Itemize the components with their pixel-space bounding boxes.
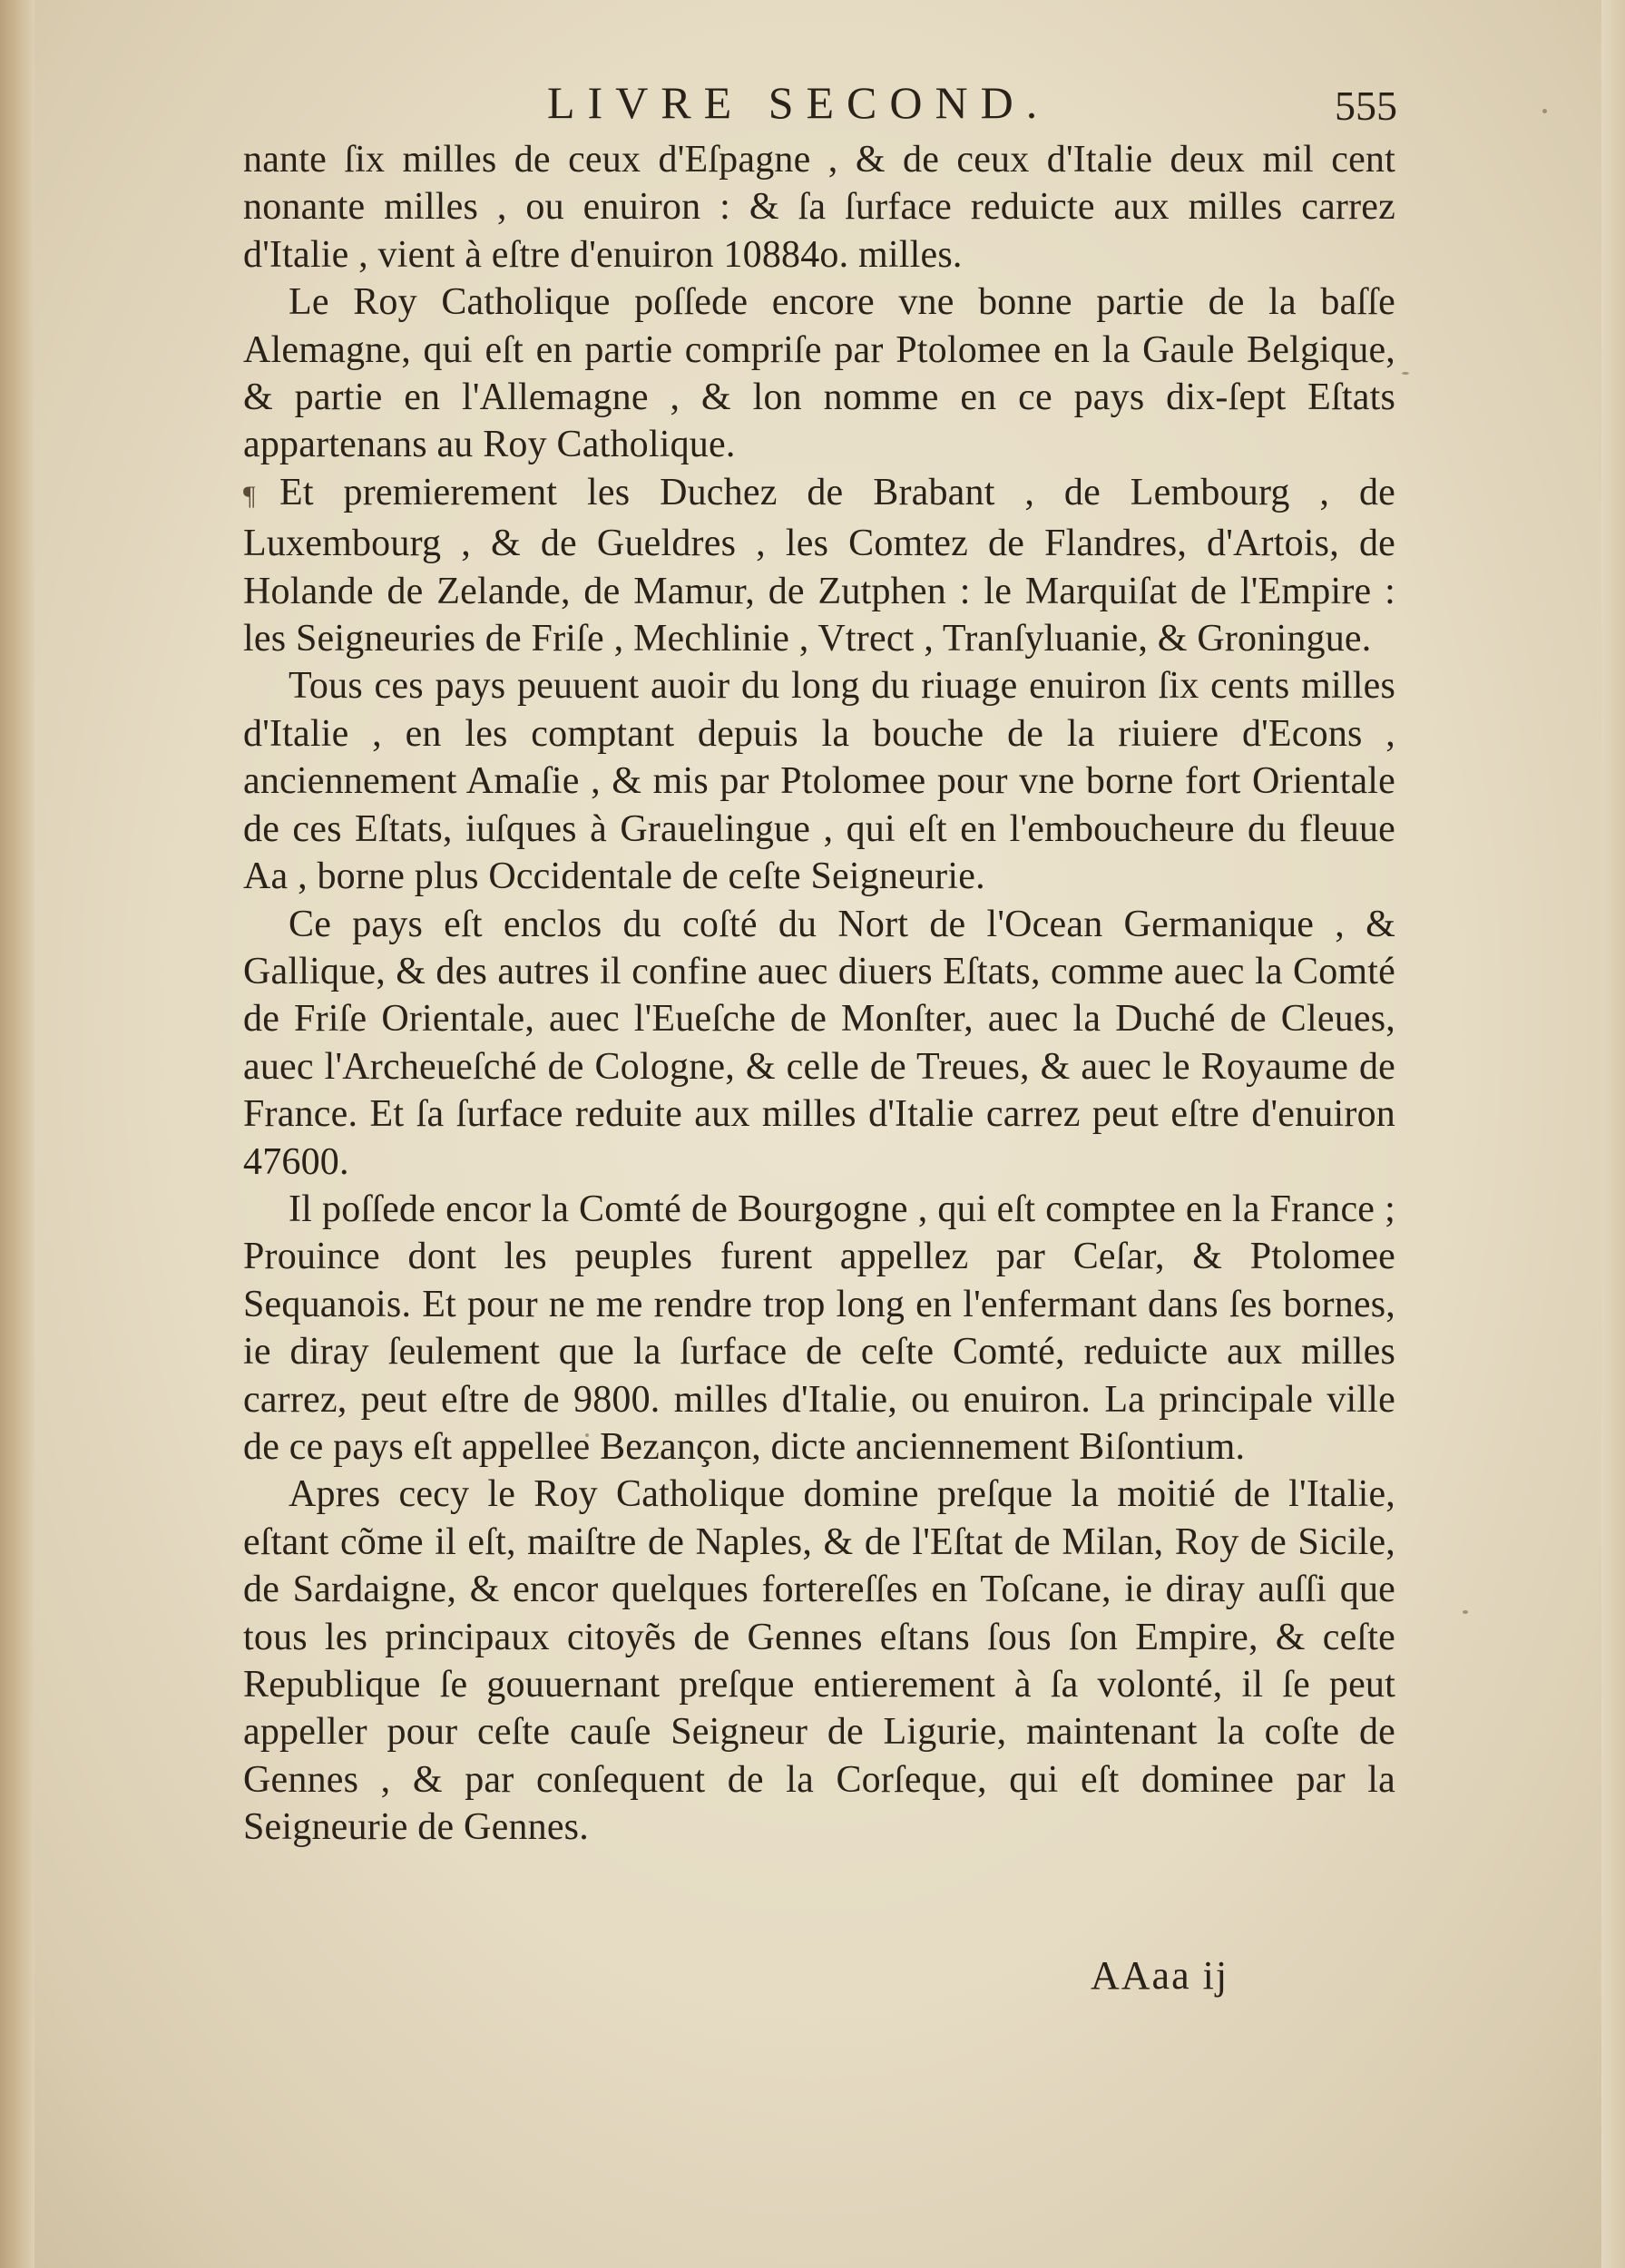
pilcrow-marker: ¶ — [243, 480, 256, 511]
ink-speck — [1402, 372, 1409, 375]
running-title: LIVRE SECOND. — [547, 77, 1051, 128]
paragraph-7: Apres cecy le Roy Catholique domine preſque la moitié de l'Italie, eſtant cõme il eſt, maiſtre de Naples, & de l'Eſtat de Milan, Roy de Sicile, de Sardaigne, & encor quelques forterеſſes en Toſcane, ie diray auſſi que tous les principaux citoyẽs de Gennes eſtans ſous ſon Empire, & ceſte Republique ſe gouuernant preſque entierement à ſa volonté, il ſe peut appeller pour ceſte cauſe Seigneur de Ligurie, maintenant la coſte de Gennes , & par conſequent de la Corſeque, qui eſt dominee par la Seigneurie de Gennes. — [243, 1473, 1395, 1849]
folio-number: 555 — [1335, 83, 1397, 129]
page-gutter-shadow — [0, 0, 34, 2268]
paragraph-5: Ce pays eſt enclos du coſté du Nort de l'Ocean Germanique , & Gallique, & des autres il confine auec diuers Eſtats, comme auec la Comté de Friſe Orientale, auec l'Eueſche de Monſter, auec la Duché de Cleues, auec l'Archeueſché de Cologne, & celle de Treues, & auec le Royaume de France. Et ſa ſurface reduite aux milles d'Italie carrez peut eſtre d'enuiron 47600. — [243, 903, 1395, 1183]
paragraph-6: Il poſſede encor la Comté de Bourgogne , qui eſt comptee en la France ; Prouince dont les peuples furent appellez par Ceſar, & Ptolomee Sequanois. Et pour ne me rendre trop long en l'enfermant dans ſes bornes, ie diray ſeulement que la ſurface de ceſte Comté, reduicte aux milles carrez, peut eſtre de 9800. milles d'Italie, ou enuiron. La principale ville de ce pays eſt appellee Bezançon, dicte anciennement Biſontium. — [243, 1188, 1395, 1468]
paragraph-2: Le Roy Catholique poſſede encore vne bonne partie de la baſſe Alemagne, qui eſt en partie compriſe par Ptolomee en la Gaule Belgique, & partie en l'Allemagne , & lon nomme en ce pays dix-ſept Eſtats appartenans au Roy Catholique. — [243, 281, 1395, 466]
paragraph-1: nante ſix milles de ceux d'Eſpagne , & de ceux d'Italie deux mil cent nonante milles , ou enuiron : & ſa ſurface reduicte aux milles carrez d'Italie , vient à eſtre d'enuiron 10884o. milles. — [243, 139, 1395, 276]
signature-mark: AAaa ij — [1091, 1953, 1229, 1998]
page-right-edge — [1601, 0, 1625, 2268]
paragraph-4: Tous ces pays peuuent auoir du long du riuage enuiron ſix cents milles d'Italie , en les comptant depuis la bouche de la riuiere d'Econs , anciennement Amaſie , & mis par Ptolomee pour vne borne fort Orientale de ces Eſtats, iuſques à Grauelingue , qui eſt en l'embouchеure du fleuue Aa , borne plus Occidentale de ceſte Seigneurie. — [243, 665, 1395, 898]
ink-speck — [1463, 1610, 1468, 1614]
paragraph-3 — [243, 469, 1395, 663]
page-header — [243, 71, 1395, 134]
body-text — [243, 136, 1395, 1852]
book-page — [243, 71, 1395, 2175]
ink-speck — [1542, 109, 1547, 113]
paragraph-3-text: Et premierement les Duchez de Brabant , de Lembourg , de Luxembourg , & de Gueldres , les Comtez de Flandres, d'Artois, de Holande de Zelande, de Mamur, de Zutphen : le Marquiſat de l'Empire : les Seigneuries de Friſe , Mechlinie , Vtrect , Tranſyluanie, & Groningue. — [243, 471, 1395, 660]
